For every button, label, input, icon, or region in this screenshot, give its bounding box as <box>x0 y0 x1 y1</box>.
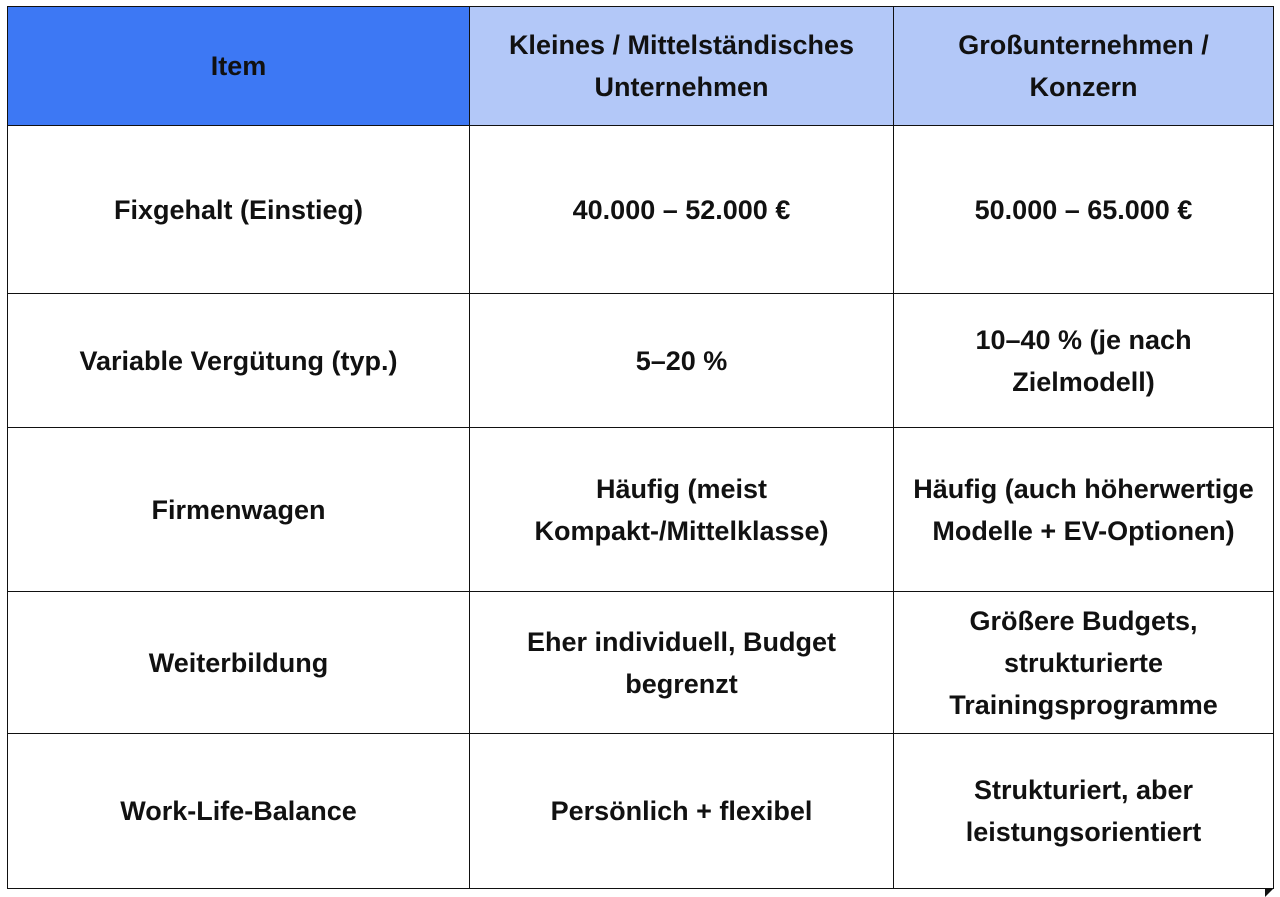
cell-item: Fixgehalt (Einstieg) <box>8 126 470 294</box>
header-large-company: Großunternehmen / Konzern <box>894 7 1274 126</box>
table-row <box>8 294 1274 428</box>
cell-item: Firmenwagen <box>8 428 470 592</box>
header-small-company: Kleines / Mittelständisches Unternehmen <box>470 7 894 126</box>
cell-small: Häufig (meist Kompakt-/Mittelklasse) <box>470 428 894 592</box>
cell-item: Weiterbildung <box>8 592 470 734</box>
cursor-arrow-icon <box>1265 889 1273 897</box>
cell-small: 40.000 – 52.000 € <box>470 126 894 294</box>
cell-item: Work-Life-Balance <box>8 734 470 889</box>
cell-large: 10–40 % (je nach Zielmodell) <box>894 294 1274 428</box>
cell-large: 50.000 – 65.000 € <box>894 126 1274 294</box>
table-row <box>8 592 1274 734</box>
cell-large: Häufig (auch höherwertige Modelle + EV-Optionen) <box>894 428 1274 592</box>
table-row <box>8 428 1274 592</box>
comparison-table <box>7 6 1274 889</box>
cell-small: 5–20 % <box>470 294 894 428</box>
table-row <box>8 734 1274 889</box>
cell-large: Größere Budgets, strukturierte Trainingsprogramme <box>894 592 1274 734</box>
cell-item: Variable Vergütung (typ.) <box>8 294 470 428</box>
cell-small: Persönlich + flexibel <box>470 734 894 889</box>
header-item: Item <box>8 7 470 126</box>
cell-large: Strukturiert, aber leistungsorientiert <box>894 734 1274 889</box>
table-row <box>8 126 1274 294</box>
cell-small: Eher individuell, Budget begrenzt <box>470 592 894 734</box>
header-row <box>8 7 1274 126</box>
